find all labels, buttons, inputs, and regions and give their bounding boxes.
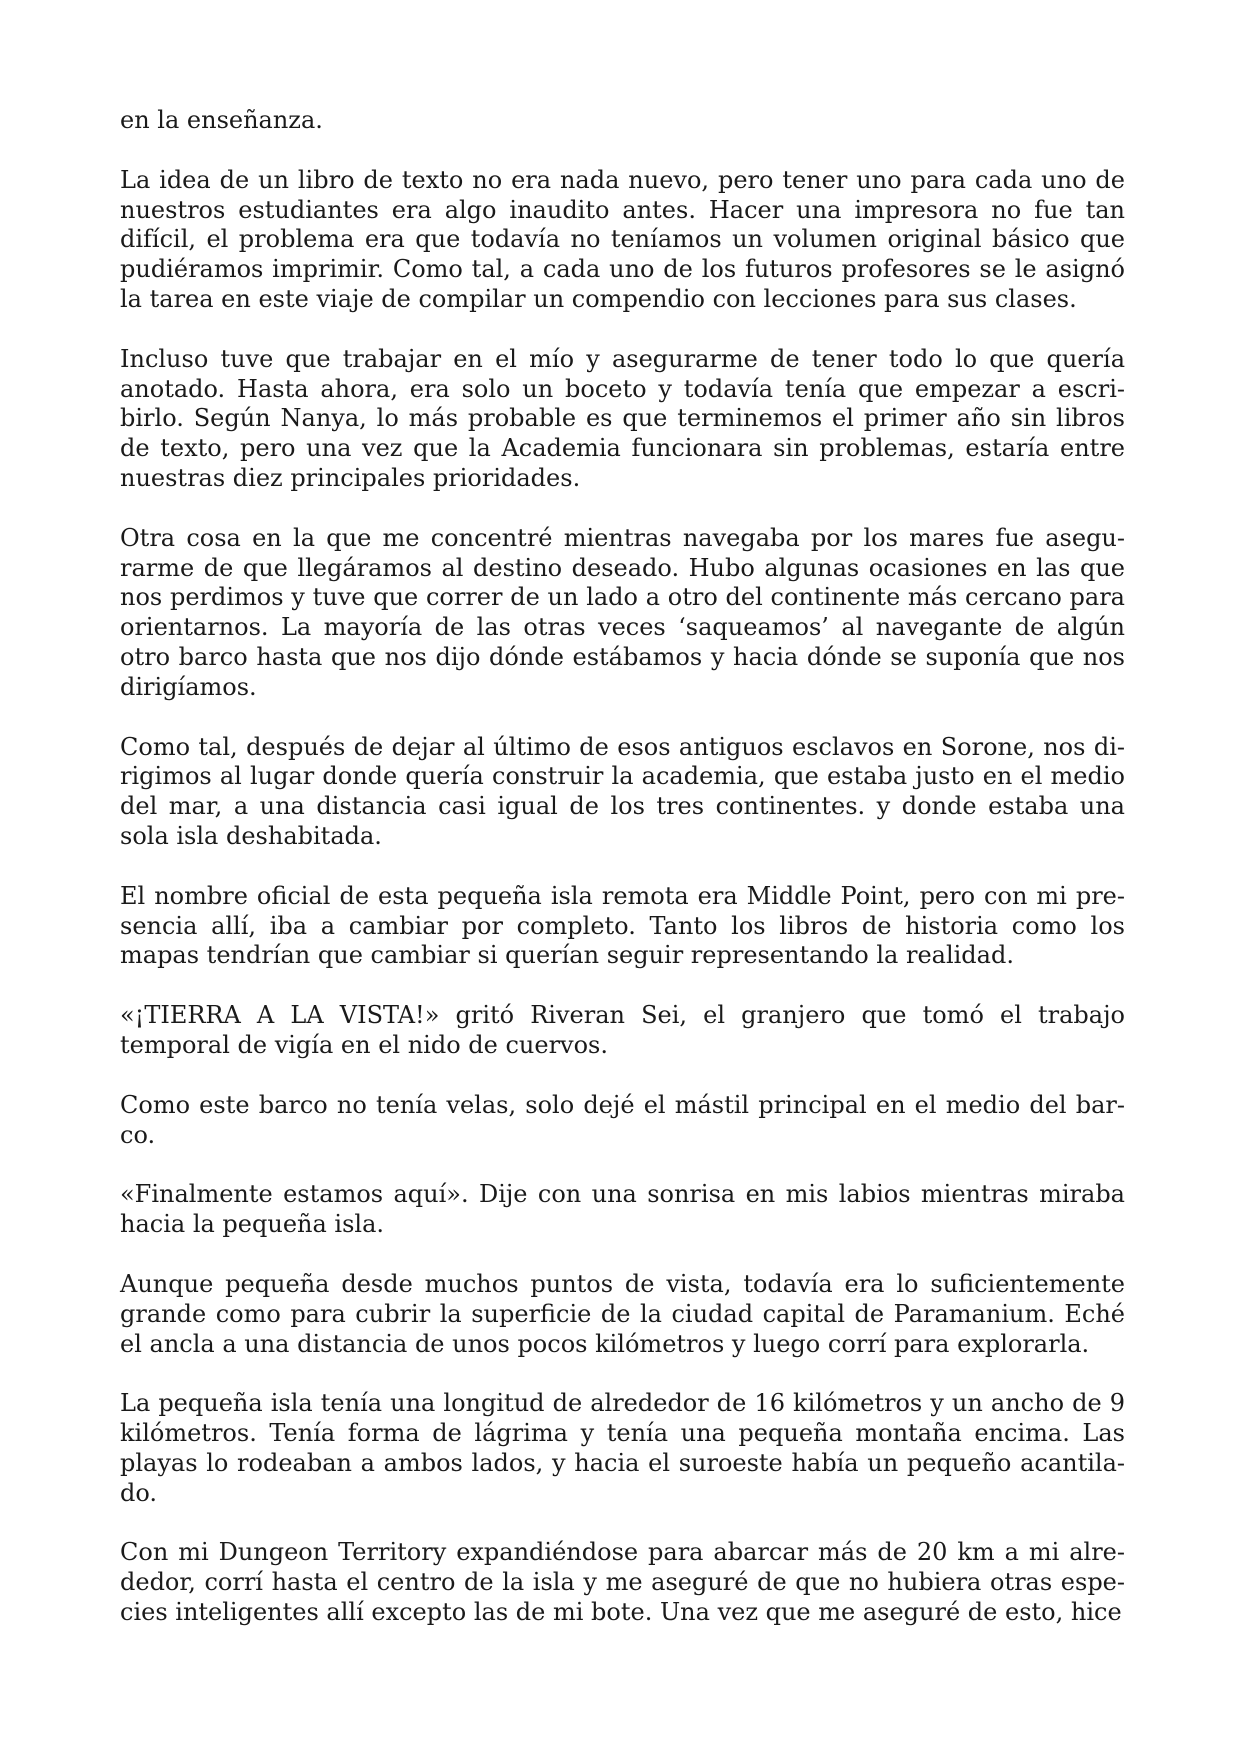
paragraph-12: Con mi Dungeon Territory expandiéndose para abarcar más de 20 km a mi alrededor, corrí hasta el centro de la isla y me aseguré de que no hubiera otras especies inteligentes allí excepto las de mi bote. Una vez que me aseguré de esto, hice [120,1538,1125,1627]
paragraph-3: Incluso tuve que trabajar en el mío y asegurarme de tener todo lo que quería anotado. Hasta ahora, era solo un boceto y todavía tenía que empezar a escribirlo. Según Nanya, lo más probable es que terminemos el primer año sin libros de texto, pero una vez que la Academia funcionara sin problemas, estaría entre nuestras diez principales prioridades. [120,344,1125,492]
page-text [120,106,1125,1658]
paragraph-1: en la enseñanza. [120,106,323,134]
paragraph-6: El nombre oficial de esta pequeña isla remota era Middle Point, pero con mi presencia allí, iba a cambiar por completo. Tanto los libros de historia como los mapas tendrían que cambiar si querían seguir representando la realidad. [120,881,1125,970]
paragraph-11: La pequeña isla tenía una longitud de alrededor de 16 kilómetros y un ancho de 9 kilómetros. Tenía forma de lágrima y tenía una pequeña montaña encima. Las playas lo rodeaban a ambos lados, y hacia el suroeste había un pequeño acantilado. [120,1389,1125,1507]
paragraph-8: Como este barco no tenía velas, solo dejé el mástil principal en el medio del barco. [120,1090,1125,1149]
paragraph-10: Aunque pequeña desde muchos puntos de vista, todavía era lo suficientemente grande como para cubrir la superficie de la ciudad capital de Paramanium. Eché el ancla a una distancia de unos pocos kilómetros y luego corrí para explorarla. [120,1269,1125,1358]
paragraph-4: Otra cosa en la que me concentré mientras navegaba por los mares fue asegurarme de que llegáramos al destino deseado. Hubo algunas ocasiones en las que nos perdimos y tuve que correr de un lado a otro del continente más cercano para orientarnos. La mayoría de las otras veces ‘saqueamos’ al navegante de algún otro barco hasta que nos dijo dónde estábamos y hacia dónde se suponía que nos dirigíamos. [120,523,1125,701]
paragraph-5: Como tal, después de dejar al último de esos antiguos esclavos en Sorone, nos dirigimos al lugar donde quería construir la academia, que estaba justo en el medio del mar, a una distancia casi igual de los tres continentes. y donde estaba una sola isla deshabitada. [120,732,1125,850]
paragraph-7: «¡TIERRA A LA VISTA!» gritó Riveran Sei, el granjero que tomó el trabajo temporal de vigía en el nido de cuervos. [120,1001,1125,1059]
paragraph-2: La idea de un libro de texto no era nada nuevo, pero tener uno para cada uno de nuestros estudiantes era algo inaudito antes. Hacer una impresora no fue tan difícil, el problema era que todavía no teníamos un volumen original básico que pudiéramos imprimir. Como tal, a cada uno de los futuros profesores se le asignó la tarea en este viaje de compilar un compendio con lecciones para sus clases. [120,165,1125,313]
paragraph-9: «Finalmente estamos aquí». Dije con una sonrisa en mis labios mientras miraba hacia la pequeña isla. [120,1180,1125,1239]
